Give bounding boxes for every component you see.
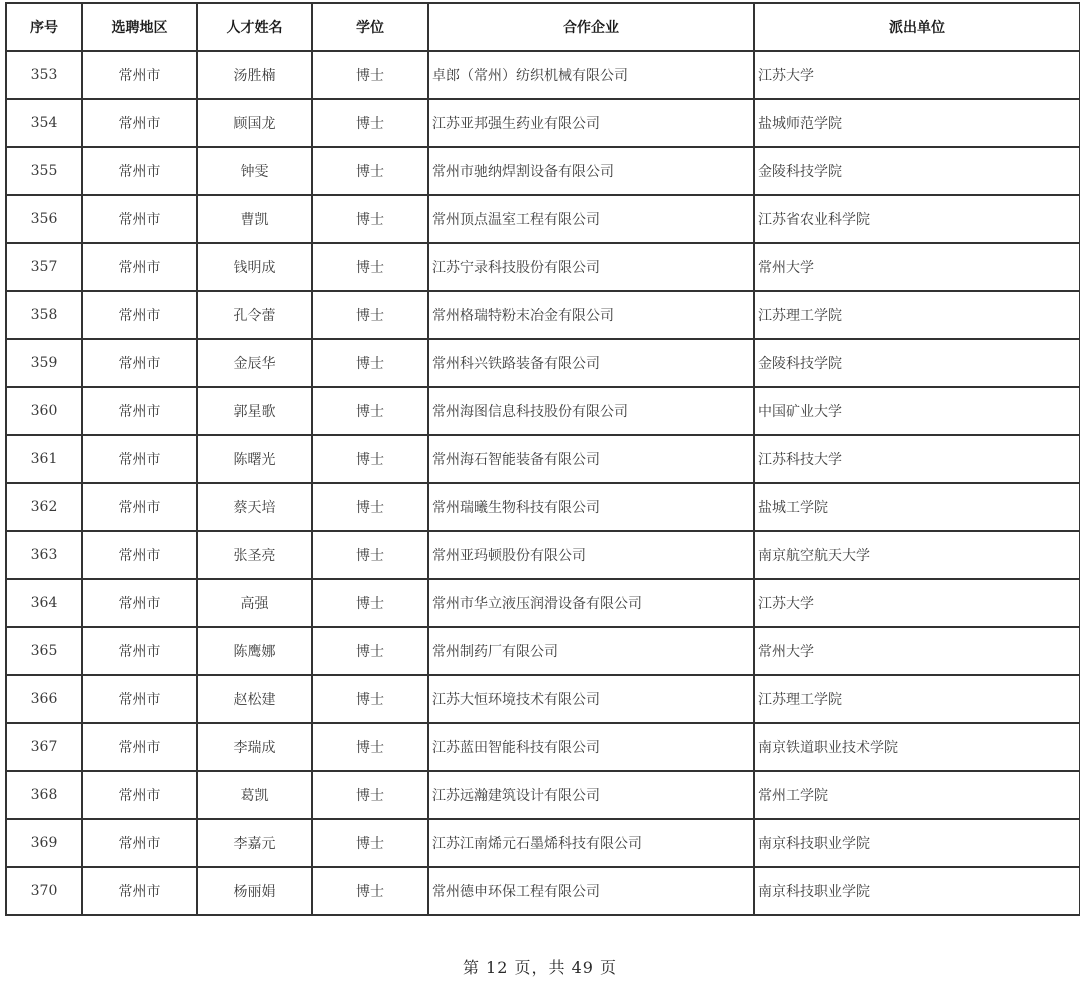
table-row [6, 435, 1080, 483]
talent-table [5, 2, 1080, 916]
cell-name: 金辰华 [197, 339, 312, 387]
cell-name: 高强 [197, 579, 312, 627]
cell-company: 常州瑞曦生物科技有限公司 [428, 483, 754, 531]
cell-name: 李瑞成 [197, 723, 312, 771]
cell-region: 常州市 [82, 675, 197, 723]
cell-name: 钱明成 [197, 243, 312, 291]
cell-dispatch-unit: 盐城工学院 [754, 483, 1080, 531]
cell-company: 常州德申环保工程有限公司 [428, 867, 754, 915]
page-number-text: 第 12 页，共 49 页 [462, 958, 618, 977]
cell-company: 常州亚玛顿股份有限公司 [428, 531, 754, 579]
header-name: 人才姓名 [197, 3, 312, 51]
cell-name: 郭星歌 [197, 387, 312, 435]
cell-index: 355 [6, 147, 82, 195]
cell-index: 365 [6, 627, 82, 675]
table-row [6, 531, 1080, 579]
cell-region: 常州市 [82, 339, 197, 387]
cell-degree: 博士 [312, 99, 428, 147]
cell-index: 358 [6, 291, 82, 339]
table-row [6, 819, 1080, 867]
cell-region: 常州市 [82, 243, 197, 291]
cell-name: 顾国龙 [197, 99, 312, 147]
cell-region: 常州市 [82, 195, 197, 243]
cell-degree: 博士 [312, 339, 428, 387]
table-row [6, 195, 1080, 243]
table-row [6, 867, 1080, 915]
cell-company: 江苏亚邦强生药业有限公司 [428, 99, 754, 147]
cell-region: 常州市 [82, 51, 197, 99]
cell-dispatch-unit: 江苏理工学院 [754, 291, 1080, 339]
cell-dispatch-unit: 江苏省农业科学院 [754, 195, 1080, 243]
header-company: 合作企业 [428, 3, 754, 51]
cell-name: 杨丽娟 [197, 867, 312, 915]
cell-dispatch-unit: 江苏理工学院 [754, 675, 1080, 723]
cell-dispatch-unit: 金陵科技学院 [754, 147, 1080, 195]
talent-table-container [5, 2, 1079, 916]
cell-index: 363 [6, 531, 82, 579]
header-index: 序号 [6, 3, 82, 51]
cell-index: 354 [6, 99, 82, 147]
cell-degree: 博士 [312, 147, 428, 195]
table-row [6, 483, 1080, 531]
cell-company: 江苏蓝田智能科技有限公司 [428, 723, 754, 771]
cell-name: 曹凯 [197, 195, 312, 243]
cell-region: 常州市 [82, 819, 197, 867]
cell-index: 370 [6, 867, 82, 915]
cell-index: 353 [6, 51, 82, 99]
cell-index: 368 [6, 771, 82, 819]
cell-dispatch-unit: 常州大学 [754, 627, 1080, 675]
cell-dispatch-unit: 江苏大学 [754, 579, 1080, 627]
cell-degree: 博士 [312, 387, 428, 435]
cell-dispatch-unit: 江苏科技大学 [754, 435, 1080, 483]
header-region: 选聘地区 [82, 3, 197, 51]
cell-degree: 博士 [312, 51, 428, 99]
cell-region: 常州市 [82, 867, 197, 915]
cell-degree: 博士 [312, 771, 428, 819]
cell-region: 常州市 [82, 771, 197, 819]
cell-name: 葛凯 [197, 771, 312, 819]
table-row [6, 99, 1080, 147]
cell-index: 361 [6, 435, 82, 483]
cell-dispatch-unit: 盐城师范学院 [754, 99, 1080, 147]
cell-degree: 博士 [312, 291, 428, 339]
page-footer [0, 955, 1080, 978]
cell-name: 赵松建 [197, 675, 312, 723]
cell-company: 卓郎（常州）纺织机械有限公司 [428, 51, 754, 99]
cell-region: 常州市 [82, 531, 197, 579]
cell-company: 常州制药厂有限公司 [428, 627, 754, 675]
cell-index: 357 [6, 243, 82, 291]
table-row [6, 339, 1080, 387]
cell-company: 常州海石智能装备有限公司 [428, 435, 754, 483]
cell-dispatch-unit: 江苏大学 [754, 51, 1080, 99]
cell-dispatch-unit: 常州工学院 [754, 771, 1080, 819]
cell-name: 蔡天培 [197, 483, 312, 531]
table-row [6, 291, 1080, 339]
table-row [6, 243, 1080, 291]
cell-index: 362 [6, 483, 82, 531]
cell-degree: 博士 [312, 867, 428, 915]
table-header-row [6, 3, 1080, 51]
cell-company: 江苏江南烯元石墨烯科技有限公司 [428, 819, 754, 867]
cell-region: 常州市 [82, 723, 197, 771]
cell-index: 369 [6, 819, 82, 867]
cell-degree: 博士 [312, 243, 428, 291]
cell-dispatch-unit: 南京铁道职业技术学院 [754, 723, 1080, 771]
cell-index: 359 [6, 339, 82, 387]
table-row [6, 387, 1080, 435]
cell-dispatch-unit: 常州大学 [754, 243, 1080, 291]
cell-region: 常州市 [82, 291, 197, 339]
cell-index: 356 [6, 195, 82, 243]
cell-dispatch-unit: 南京航空航天大学 [754, 531, 1080, 579]
table-body [6, 51, 1080, 915]
cell-degree: 博士 [312, 579, 428, 627]
cell-region: 常州市 [82, 579, 197, 627]
cell-region: 常州市 [82, 627, 197, 675]
header-dispatch-unit: 派出单位 [754, 3, 1080, 51]
cell-dispatch-unit: 南京科技职业学院 [754, 819, 1080, 867]
table-row [6, 675, 1080, 723]
cell-dispatch-unit: 中国矿业大学 [754, 387, 1080, 435]
table-row [6, 51, 1080, 99]
cell-index: 367 [6, 723, 82, 771]
cell-degree: 博士 [312, 435, 428, 483]
cell-region: 常州市 [82, 435, 197, 483]
cell-degree: 博士 [312, 675, 428, 723]
table-row [6, 147, 1080, 195]
cell-name: 张圣亮 [197, 531, 312, 579]
cell-index: 364 [6, 579, 82, 627]
cell-dispatch-unit: 金陵科技学院 [754, 339, 1080, 387]
cell-degree: 博士 [312, 483, 428, 531]
cell-company: 常州顶点温室工程有限公司 [428, 195, 754, 243]
cell-name: 孔令蕾 [197, 291, 312, 339]
cell-dispatch-unit: 南京科技职业学院 [754, 867, 1080, 915]
cell-region: 常州市 [82, 147, 197, 195]
cell-company: 江苏大恒环境技术有限公司 [428, 675, 754, 723]
cell-region: 常州市 [82, 387, 197, 435]
cell-degree: 博士 [312, 195, 428, 243]
cell-company: 常州海图信息科技股份有限公司 [428, 387, 754, 435]
cell-name: 汤胜楠 [197, 51, 312, 99]
cell-company: 常州市华立液压润滑设备有限公司 [428, 579, 754, 627]
cell-company: 常州格瑞特粉末冶金有限公司 [428, 291, 754, 339]
cell-company: 江苏远瀚建筑设计有限公司 [428, 771, 754, 819]
cell-degree: 博士 [312, 723, 428, 771]
cell-degree: 博士 [312, 627, 428, 675]
cell-company: 江苏宁录科技股份有限公司 [428, 243, 754, 291]
table-row [6, 771, 1080, 819]
cell-company: 常州市驰纳焊割设备有限公司 [428, 147, 754, 195]
cell-region: 常州市 [82, 483, 197, 531]
header-degree: 学位 [312, 3, 428, 51]
cell-name: 钟雯 [197, 147, 312, 195]
cell-region: 常州市 [82, 99, 197, 147]
cell-index: 366 [6, 675, 82, 723]
cell-degree: 博士 [312, 819, 428, 867]
cell-name: 陈曙光 [197, 435, 312, 483]
table-row [6, 627, 1080, 675]
table-row [6, 579, 1080, 627]
cell-index: 360 [6, 387, 82, 435]
table-row [6, 723, 1080, 771]
cell-company: 常州科兴铁路装备有限公司 [428, 339, 754, 387]
cell-degree: 博士 [312, 531, 428, 579]
cell-name: 李嘉元 [197, 819, 312, 867]
cell-name: 陈鹰娜 [197, 627, 312, 675]
